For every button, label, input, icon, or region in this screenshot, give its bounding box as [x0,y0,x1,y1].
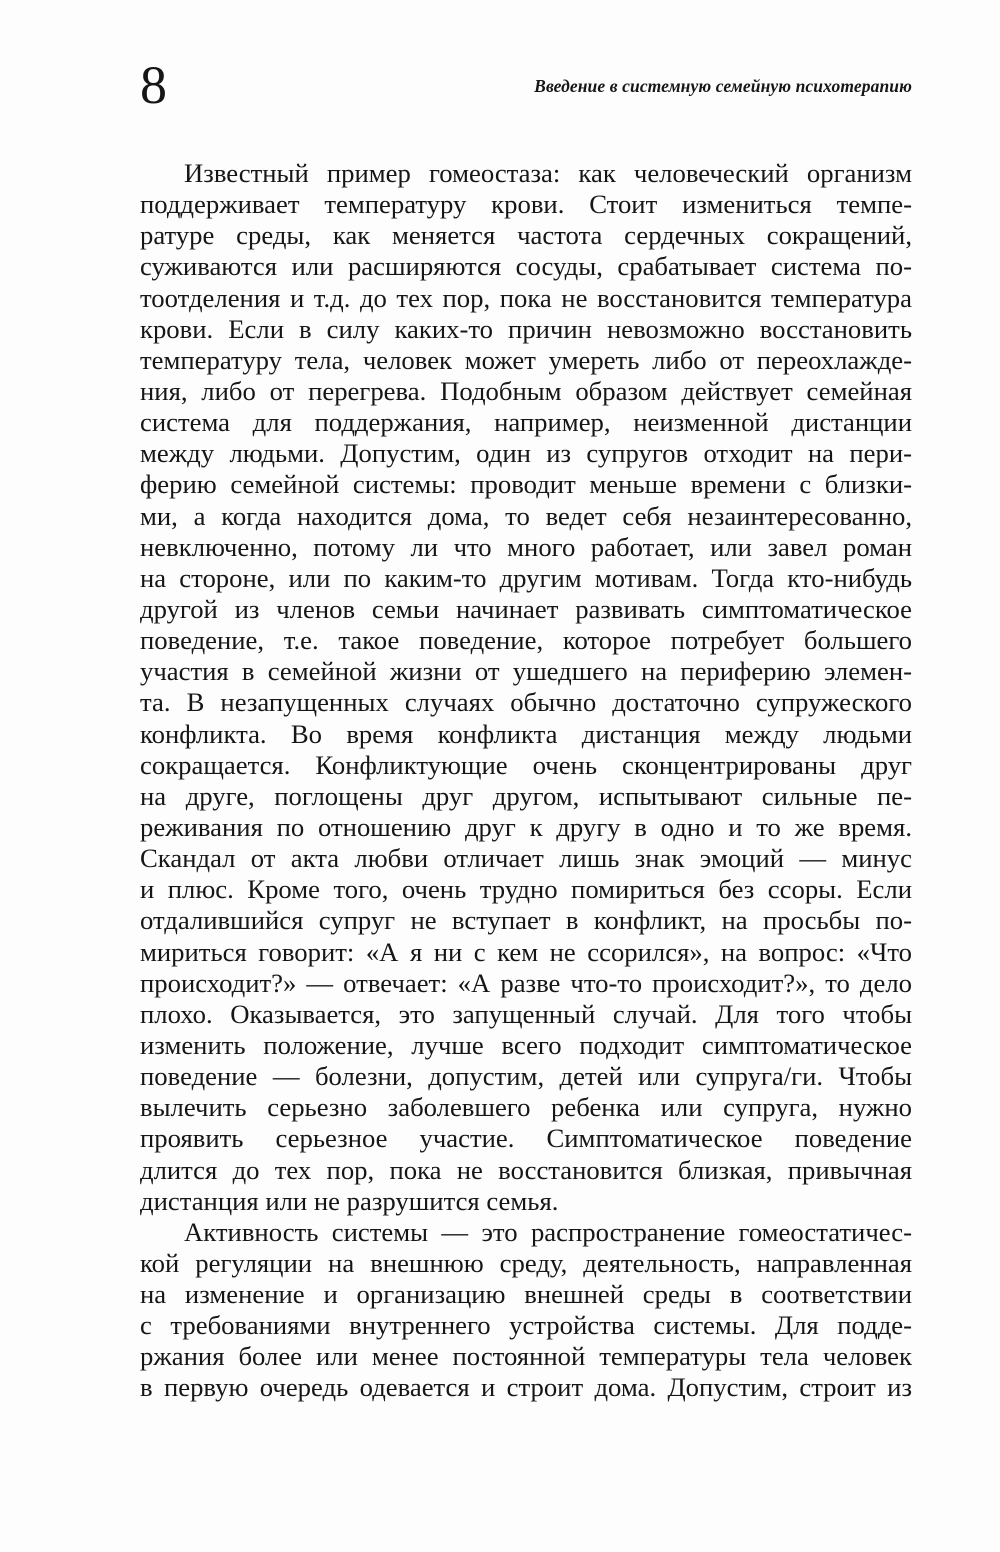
text-line: происходит?» — отвечает: «А разве что-то происходит?», то дело [140,967,912,998]
text-line: дистанция или не разрушится семья. [140,1185,559,1216]
text-line: сокращается. Конфликтующие очень сконцентрированы друг [140,749,912,780]
text-line: поведение — болезни, допустим, детей или супруга/ги. Чтобы [140,1061,912,1092]
text-line: тоотделения и т.д. до тех пор, пока не восстановится температура [140,282,912,313]
text-line: на друге, поглощены друг другом, испытывают сильные пе- [140,780,912,811]
text-line: с требованиями внутреннего устройства системы. Для подде- [140,1310,912,1341]
running-title: Введение в системную семейную психотерапию [534,76,912,96]
text-line: ми, а когда находится дома, то ведет себя незаинтересованно, [140,500,912,531]
text-line: ратуре среды, как меняется частота сердечных сокращений, [140,220,912,251]
body-text [140,158,912,1404]
text-line: поддерживает температуру крови. Стоит измениться темпе- [140,189,912,220]
text-line: длится до тех пор, пока не восстановится близкая, привычная [140,1154,912,1185]
text-line: в первую очередь одевается и строит дома. Допустим, строит из [140,1372,912,1403]
text-line: та. В незапущенных случаях обычно достаточно супружеского [140,687,912,718]
text-line: на стороне, или по каким-то другим мотивам. Тогда кто-нибудь [140,562,912,593]
text-line: конфликта. Во время конфликта дистанция между людьми [140,718,912,749]
text-line: вылечить серьезно заболевшего ребенка или супруга, нужно [140,1092,912,1123]
text-line: плохо. Оказывается, это запущенный случай. Для того чтобы [140,998,912,1029]
page-number: 8 [140,55,167,115]
text-line: ферию семейной системы: проводит меньше времени с близки- [140,469,912,500]
text-line: между людьми. Допустим, один из супругов отходит на пери- [140,438,912,469]
text-line: крови. Если в силу каких-то причин невозможно восстановить [140,313,912,344]
text-line: ния, либо от перегрева. Подобным образом действует семейная [140,375,912,406]
text-line: другой из членов семьи начинает развивать симптоматическое [140,593,912,624]
text-line: суживаются или расширяются сосуды, срабатывает система по- [140,251,912,282]
text-line: ржания более или менее постоянной температуры тела человек [140,1341,912,1372]
text-line: Активность системы — это распространение гомеостатичес- [184,1216,912,1247]
text-line: и плюс. Кроме того, очень трудно помириться без ссоры. Если [140,874,912,905]
text-line: реживания по отношению друг к другу в одно и то же время. [140,811,912,842]
text-line: изменить положение, лучше всего подходит симптоматическое [140,1029,912,1060]
paragraph-homeostasis [140,158,912,1217]
text-line: мириться говорит: «А я ни с кем не ссорился», на вопрос: «Что [140,936,912,967]
text-line: система для поддержания, например, неизменной дистанции [140,407,912,438]
text-line: кой регуляции на внешнюю среду, деятельность, направленная [140,1247,912,1278]
text-line: температуру тела, человек может умереть либо от переохлажде- [140,344,912,375]
text-line: Скандал от акта любви отличает лишь знак эмоций — минус [140,843,912,874]
text-line: поведение, т.е. такое поведение, которое потребует большего [140,625,912,656]
text-line: участия в семейной жизни от ушедшего на периферию элемен- [140,656,912,687]
text-line: проявить серьезное участие. Симптоматическое поведение [140,1123,912,1154]
text-line: невключенно, потому ли что много работает, или завел роман [140,531,912,562]
text-line: отдалившийся супруг не вступает в конфликт, на просьбы по- [140,905,912,936]
text-line: Известный пример гомеостаза: как человеческий организм [184,158,912,188]
text-line: на изменение и организацию внешней среды в соответствии [140,1279,912,1310]
paragraph-system-activity [140,1217,912,1404]
